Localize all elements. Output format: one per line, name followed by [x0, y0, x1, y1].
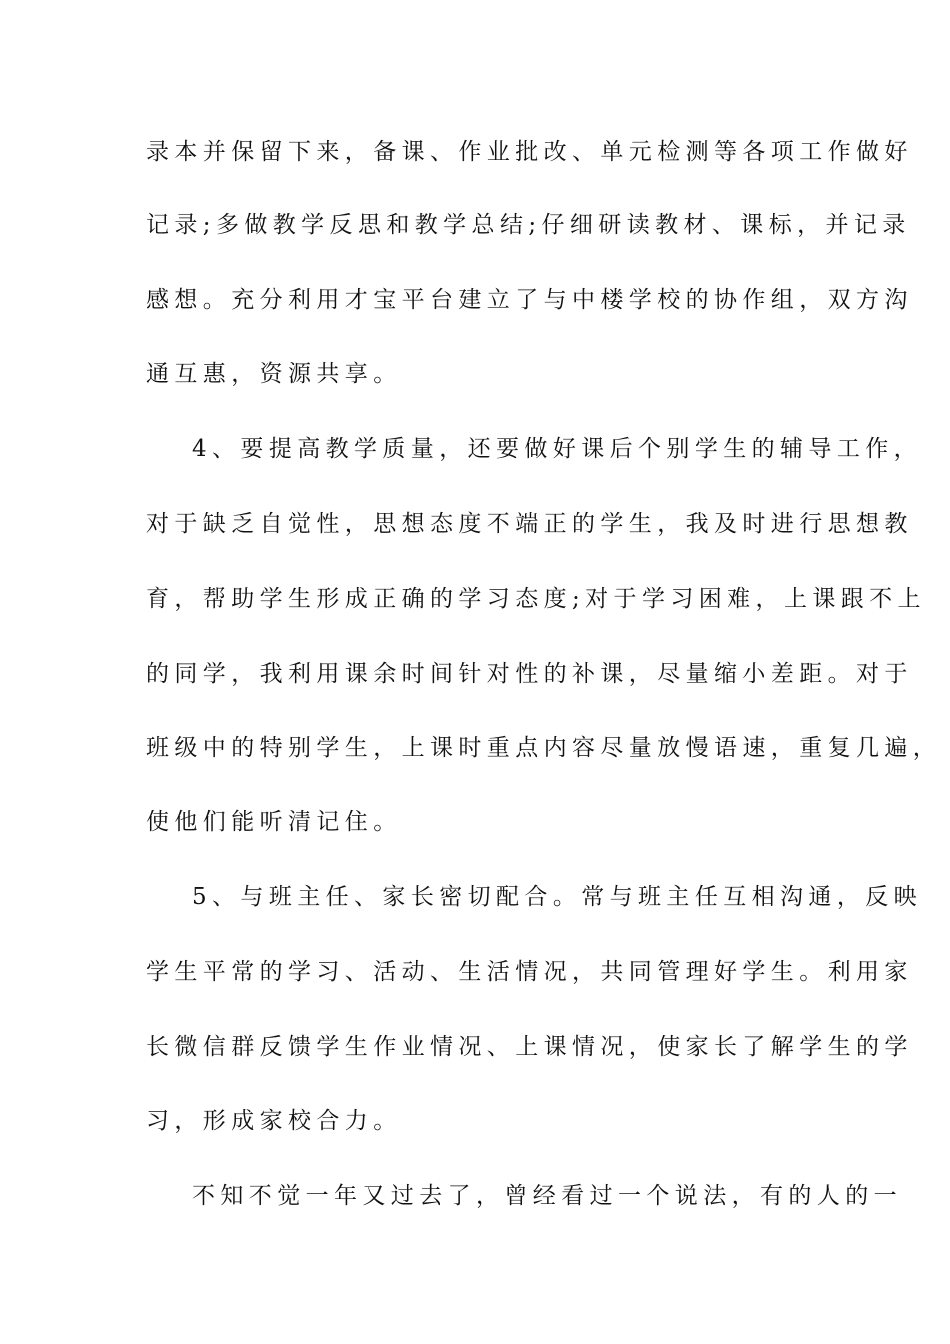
- text-line: 学生平常的学习、活动、生活情况，共同管理好学生。利用家: [146, 959, 913, 985]
- text-line: 通互惠，资源共享。: [146, 361, 402, 387]
- text-line: 习，形成家校合力。: [146, 1108, 402, 1134]
- text-line: 对于缺乏自觉性，思想态度不端正的学生，我及时进行思想教: [146, 511, 913, 537]
- text-line: 记录;多做教学反思和教学总结;仔细研读教材、课标，并记录: [146, 212, 911, 238]
- text-line: 长微信群反馈学生作业情况、上课情况，使家长了解学生的学: [146, 1034, 913, 1060]
- text-line: 录本并保留下来，备课、作业批改、单元检测等各项工作做好: [146, 139, 913, 165]
- paragraph-start-line: 5、与班主任、家长密切配合。常与班主任互相沟通，反映: [192, 884, 923, 910]
- text-line: 班级中的特别学生，上课时重点内容尽量放慢语速，重复几遍，: [146, 735, 942, 761]
- text-line: 的同学，我利用课余时间针对性的补课，尽量缩小差距。对于: [146, 661, 913, 687]
- paragraph-start-line: 不知不觉一年又过去了，曾经看过一个说法，有的人的一: [192, 1183, 902, 1209]
- paragraph-start-line: 4、要提高教学质量，还要做好课后个别学生的辅导工作，: [192, 436, 923, 462]
- text-line: 育，帮助学生形成正确的学习态度;对于学习困难，上课跟不上: [146, 586, 926, 612]
- text-line: 使他们能听清记住。: [146, 809, 402, 835]
- text-line: 感想。充分利用才宝平台建立了与中楼学校的协作组，双方沟: [146, 287, 913, 313]
